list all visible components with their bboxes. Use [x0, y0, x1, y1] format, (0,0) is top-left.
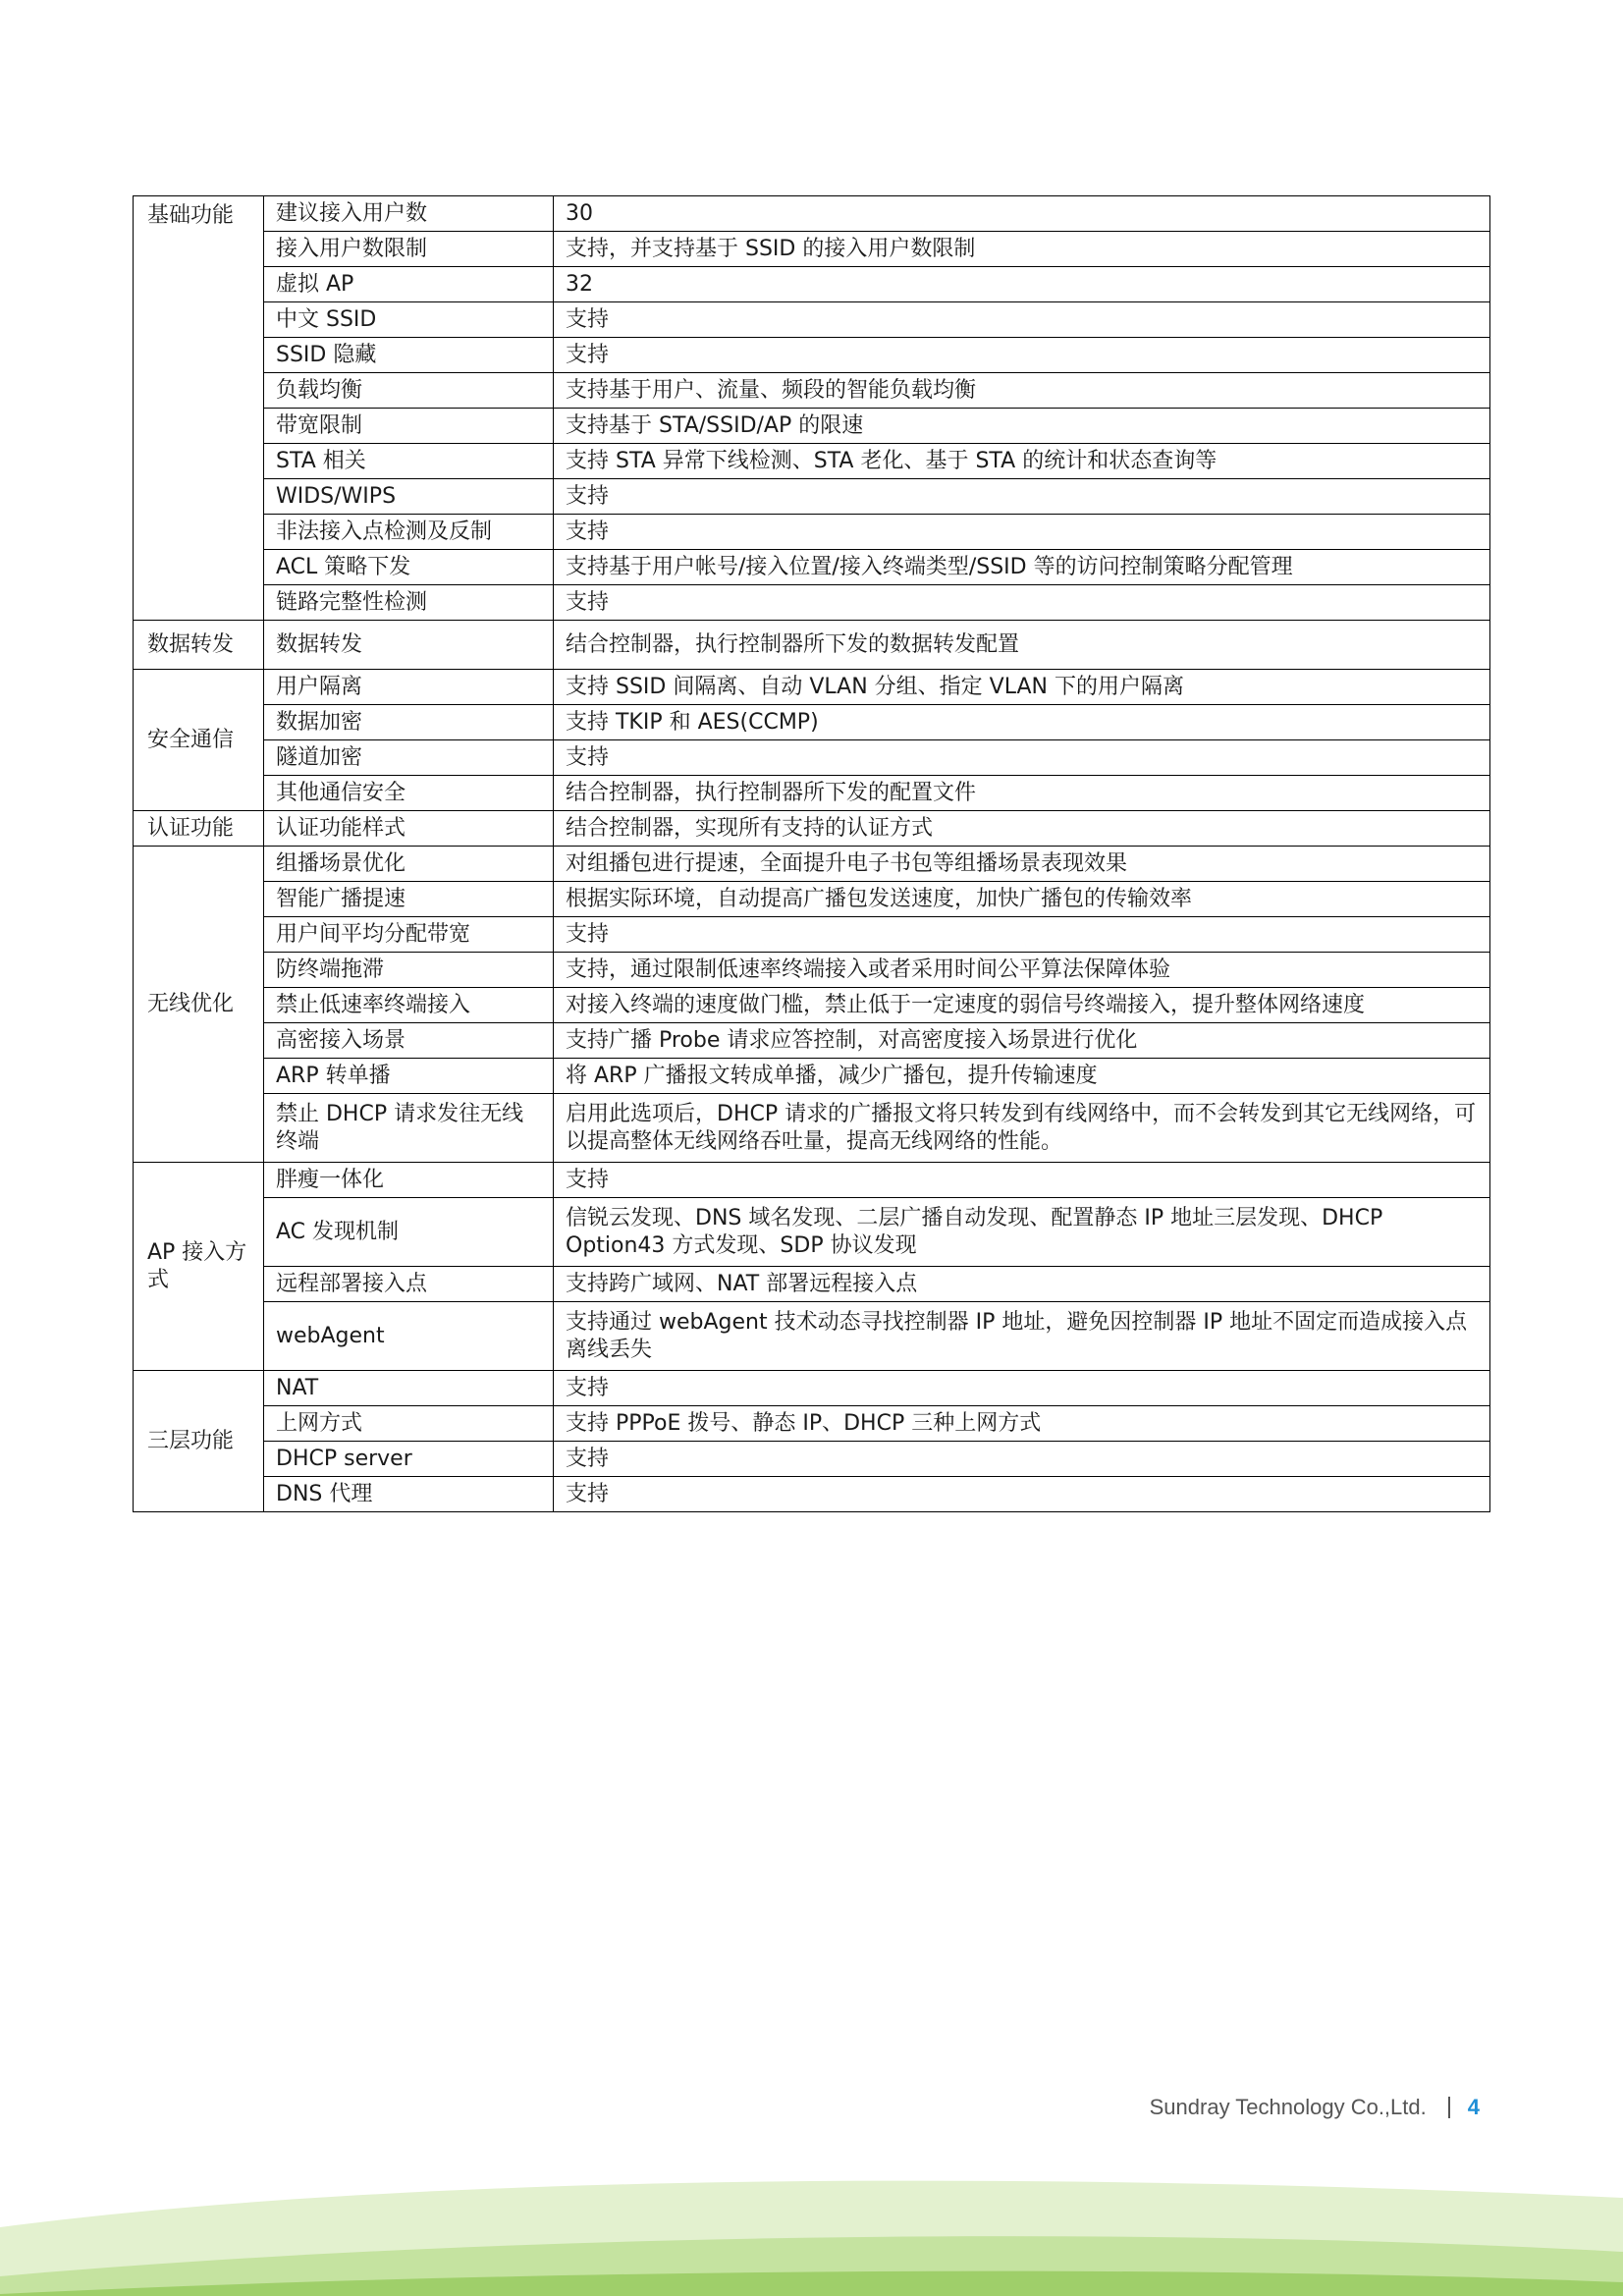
category-cell: 数据转发 [134, 621, 264, 670]
table-row [134, 515, 1490, 550]
page-footer [1150, 2095, 1480, 2120]
table-row [134, 847, 1490, 882]
table-row [134, 1059, 1490, 1094]
feature-cell: 其他通信安全 [264, 776, 554, 811]
table-row [134, 1094, 1490, 1163]
description-cell: 根据实际环境，自动提高广播包发送速度，加快广播包的传输效率 [554, 882, 1490, 917]
table-row [134, 1371, 1490, 1406]
description-cell: 启用此选项后，DHCP 请求的广播报文将只转发到有线网络中，而不会转发到其它无线网络，可以提高整体无线网络吞吐量，提高无线网络的性能。 [554, 1094, 1490, 1163]
description-cell: 支持 PPPoE 拨号、静态 IP、DHCP 三种上网方式 [554, 1406, 1490, 1442]
description-cell: 支持，通过限制低速率终端接入或者采用时间公平算法保障体验 [554, 953, 1490, 988]
description-cell: 支持 TKIP 和 AES(CCMP) [554, 705, 1490, 740]
description-cell: 支持基于 STA/SSID/AP 的限速 [554, 409, 1490, 444]
spec-table [133, 195, 1490, 1512]
category-cell: 安全通信 [134, 670, 264, 811]
feature-cell: 接入用户数限制 [264, 232, 554, 267]
table-row [134, 1477, 1490, 1512]
feature-cell: 禁止低速率终端接入 [264, 988, 554, 1023]
description-cell: 结合控制器，执行控制器所下发的配置文件 [554, 776, 1490, 811]
description-cell: 支持广播 Probe 请求应答控制，对高密度接入场景进行优化 [554, 1023, 1490, 1059]
table-row [134, 444, 1490, 479]
description-cell: 支持 [554, 585, 1490, 621]
table-row [134, 1442, 1490, 1477]
table-row [134, 811, 1490, 847]
feature-cell: STA 相关 [264, 444, 554, 479]
feature-cell: SSID 隐藏 [264, 338, 554, 373]
table-row [134, 1406, 1490, 1442]
table-row [134, 302, 1490, 338]
table-row [134, 988, 1490, 1023]
feature-cell: 高密接入场景 [264, 1023, 554, 1059]
table-row [134, 1163, 1490, 1198]
feature-cell: ARP 转单播 [264, 1059, 554, 1094]
feature-cell: DNS 代理 [264, 1477, 554, 1512]
decorative-wave-footer [0, 2168, 1623, 2296]
description-cell: 支持基于用户帐号/接入位置/接入终端类型/SSID 等的访问控制策略分配管理 [554, 550, 1490, 585]
feature-cell: 智能广播提速 [264, 882, 554, 917]
table-row [134, 196, 1490, 232]
description-cell: 结合控制器，执行控制器所下发的数据转发配置 [554, 621, 1490, 670]
table-row [134, 1267, 1490, 1302]
company-name: Sundray Technology Co.,Ltd. [1149, 2095, 1427, 2119]
description-cell: 支持 [554, 1371, 1490, 1406]
table-row [134, 705, 1490, 740]
description-cell: 支持 [554, 479, 1490, 515]
table-row [134, 373, 1490, 409]
category-cell: 基础功能 [134, 196, 264, 621]
feature-cell: 认证功能样式 [264, 811, 554, 847]
description-cell: 支持基于用户、流量、频段的智能负载均衡 [554, 373, 1490, 409]
category-cell: AP 接入方式 [134, 1163, 264, 1371]
description-cell: 支持跨广域网、NAT 部署远程接入点 [554, 1267, 1490, 1302]
description-cell: 支持 [554, 1442, 1490, 1477]
description-cell: 支持 [554, 917, 1490, 953]
description-cell: 结合控制器，实现所有支持的认证方式 [554, 811, 1490, 847]
feature-cell: 隧道加密 [264, 740, 554, 776]
feature-cell: 用户隔离 [264, 670, 554, 705]
category-cell: 认证功能 [134, 811, 264, 847]
table-row [134, 1198, 1490, 1267]
description-cell: 支持 [554, 1477, 1490, 1512]
table-row [134, 409, 1490, 444]
feature-cell: 用户间平均分配带宽 [264, 917, 554, 953]
feature-cell: 组播场景优化 [264, 847, 554, 882]
table-row [134, 1023, 1490, 1059]
table-row [134, 585, 1490, 621]
feature-cell: 中文 SSID [264, 302, 554, 338]
table-row [134, 670, 1490, 705]
table-row [134, 1302, 1490, 1371]
table-row [134, 776, 1490, 811]
feature-cell: WIDS/WIPS [264, 479, 554, 515]
description-cell: 支持通过 webAgent 技术动态寻找控制器 IP 地址，避免因控制器 IP 地址不固定而造成接入点离线丢失 [554, 1302, 1490, 1371]
feature-cell: 禁止 DHCP 请求发往无线终端 [264, 1094, 554, 1163]
table-row [134, 267, 1490, 302]
feature-cell: NAT [264, 1371, 554, 1406]
table-row [134, 232, 1490, 267]
page-number: 4 [1467, 2095, 1480, 2119]
footer-divider [1448, 2097, 1450, 2118]
description-cell: 支持 [554, 740, 1490, 776]
category-cell: 三层功能 [134, 1371, 264, 1512]
description-cell: 支持 [554, 1163, 1490, 1198]
feature-cell: DHCP server [264, 1442, 554, 1477]
description-cell: 支持 STA 异常下线检测、STA 老化、基于 STA 的统计和状态查询等 [554, 444, 1490, 479]
feature-cell: 带宽限制 [264, 409, 554, 444]
feature-cell: ACL 策略下发 [264, 550, 554, 585]
description-cell: 信锐云发现、DNS 域名发现、二层广播自动发现、配置静态 IP 地址三层发现、DHCP Option43 方式发现、SDP 协议发现 [554, 1198, 1490, 1267]
table-row [134, 338, 1490, 373]
description-cell: 30 [554, 196, 1490, 232]
description-cell: 支持 SSID 间隔离、自动 VLAN 分组、指定 VLAN 下的用户隔离 [554, 670, 1490, 705]
feature-cell: 非法接入点检测及反制 [264, 515, 554, 550]
feature-cell: 防终端拖滞 [264, 953, 554, 988]
description-cell: 对接入终端的速度做门槛，禁止低于一定速度的弱信号终端接入，提升整体网络速度 [554, 988, 1490, 1023]
feature-cell: 数据加密 [264, 705, 554, 740]
table-row [134, 550, 1490, 585]
feature-cell: 胖瘦一体化 [264, 1163, 554, 1198]
feature-cell: 链路完整性检测 [264, 585, 554, 621]
feature-cell: 虚拟 AP [264, 267, 554, 302]
feature-cell: 数据转发 [264, 621, 554, 670]
description-cell: 将 ARP 广播报文转成单播，减少广播包，提升传输速度 [554, 1059, 1490, 1094]
feature-cell: 建议接入用户数 [264, 196, 554, 232]
table-row [134, 917, 1490, 953]
table-row [134, 953, 1490, 988]
description-cell: 对组播包进行提速，全面提升电子书包等组播场景表现效果 [554, 847, 1490, 882]
description-cell: 支持 [554, 515, 1490, 550]
feature-cell: 负载均衡 [264, 373, 554, 409]
description-cell: 32 [554, 267, 1490, 302]
description-cell: 支持 [554, 302, 1490, 338]
feature-cell: AC 发现机制 [264, 1198, 554, 1267]
category-cell: 无线优化 [134, 847, 264, 1163]
table-row [134, 740, 1490, 776]
table-row [134, 621, 1490, 670]
description-cell: 支持 [554, 338, 1490, 373]
feature-cell: 远程部署接入点 [264, 1267, 554, 1302]
description-cell: 支持，并支持基于 SSID 的接入用户数限制 [554, 232, 1490, 267]
table-row [134, 882, 1490, 917]
feature-cell: 上网方式 [264, 1406, 554, 1442]
table-row [134, 479, 1490, 515]
feature-cell: webAgent [264, 1302, 554, 1371]
